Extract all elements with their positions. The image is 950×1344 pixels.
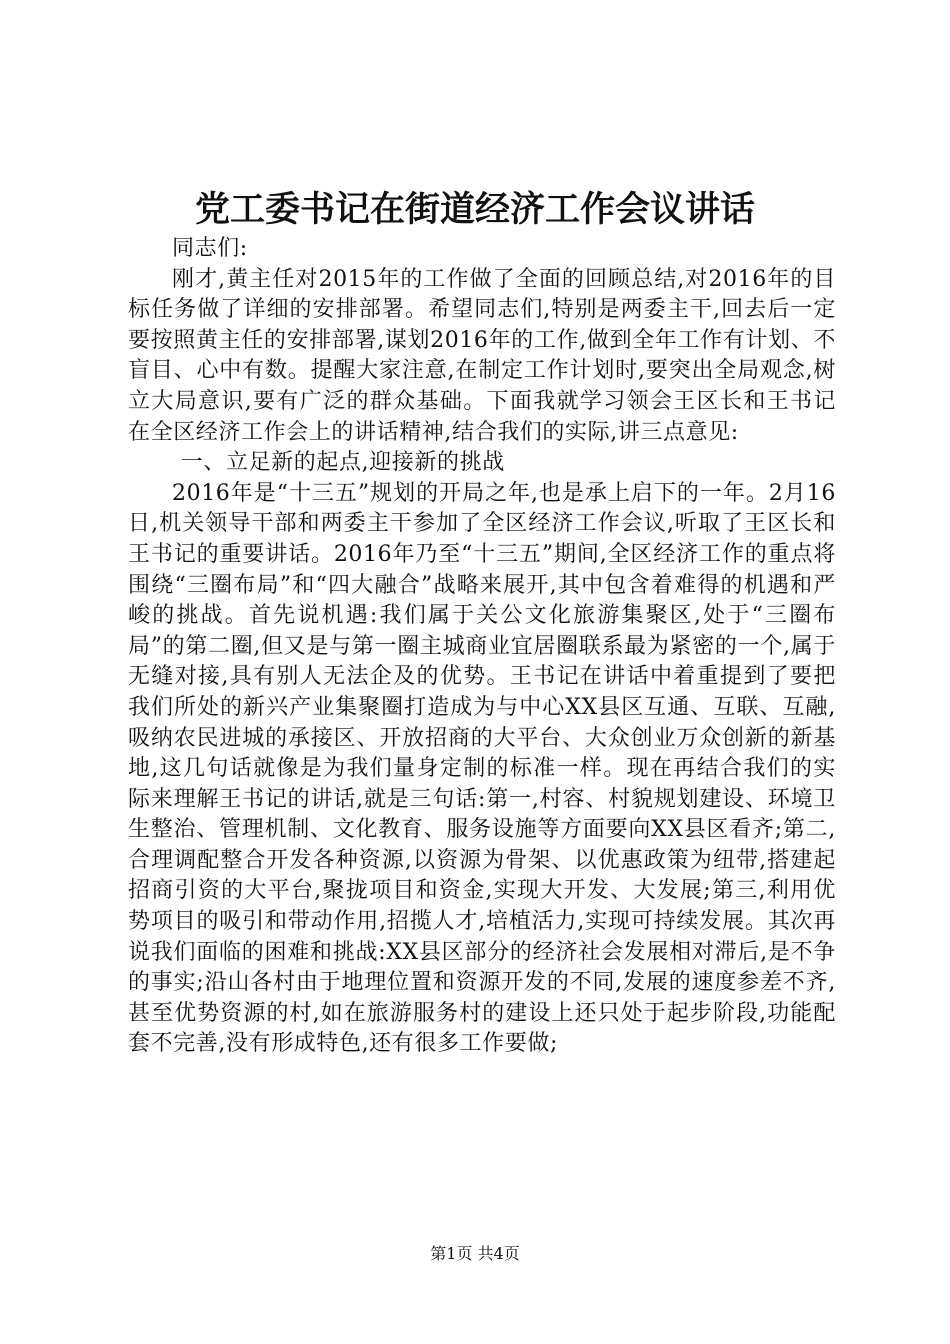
document-title: 党工委书记在街道经济工作会议讲话 [194, 189, 755, 230]
page-footer: 第1页 共4页 [430, 1244, 520, 1263]
intro-paragraph: 刚才,黄主任对2015年的工作做了全面的回顾总结,对2016年的目标任务做了详细的安排部署。希望同志们,特别是两委主干,回去后一定要按照黄主任的安排部署,谋划2016年的工作,做到全年工作有计划、不盲目、心中有数。提醒大家注意,在制定工作计划时,要突出全局观念,树立大局意识,要有广泛的群众基础。下面我就学习领会王区长和王书记在全区经济工作会上的讲话精神,结合我们的实际,讲三点意见: [128, 266, 836, 445]
salutation: 同志们: [172, 236, 248, 261]
document-body [128, 234, 836, 1060]
section-paragraph: 2016年是“十三五”规划的开局之年,也是承上启下的一年。2月16日,机关领导干部和两委主干参加了全区经济工作会议,听取了王区长和王书记的重要讲话。2016年乃至“十三五”期间,全区经济工作的重点将围绕“三圈布局”和“四大融合”战略来展开,其中包含着难得的机遇和严峻的挑战。首先说机遇:我们属于关公文化旅游集聚区,处于“三圈布局”的第二圈,但又是与第一圈主城商业宜居圈联系最为紧密的一个,属于无缝对接,具有别人无法企及的优势。王书记在讲话中着重提到了要把我们所处的新兴产业集聚圈打造成为与中心XX县区互通、互联、互融,吸纳农民进城的承接区、开放招商的大平台、大众创业万众创新的新基地,这几句话就像是为我们量身定制的标准一样。现在再结合我们的实际来理解王书记的讲话,就是三句话:第一,村容、村貌规划建设、环境卫生整治、管理机制、文化教育、服务设施等方面要向XX县区看齐;第二,合理调配整合开发各种资源,以资源为骨架、以优惠政策为纽带,搭建起招商引资的大平台,聚拢项目和资金,实现大开发、大发展;第三,利用优势项目的吸引和带动作用,招揽人才,培植活力,实现可持续发展。其次再说我们面临的困难和挑战:XX县区部分的经济社会发展相对滞后,是不争的事实;沿山各村由于地理位置和资源开发的不同,发展的速度参差不齐,甚至优势资源的村,如在旅游服务村的建设上还只处于起步阶段,功能配套不完善,没有形成特色,还有很多工作要做; [128, 480, 836, 1057]
section-heading: 一、立足新的起点,迎接新的挑战 [180, 450, 505, 476]
